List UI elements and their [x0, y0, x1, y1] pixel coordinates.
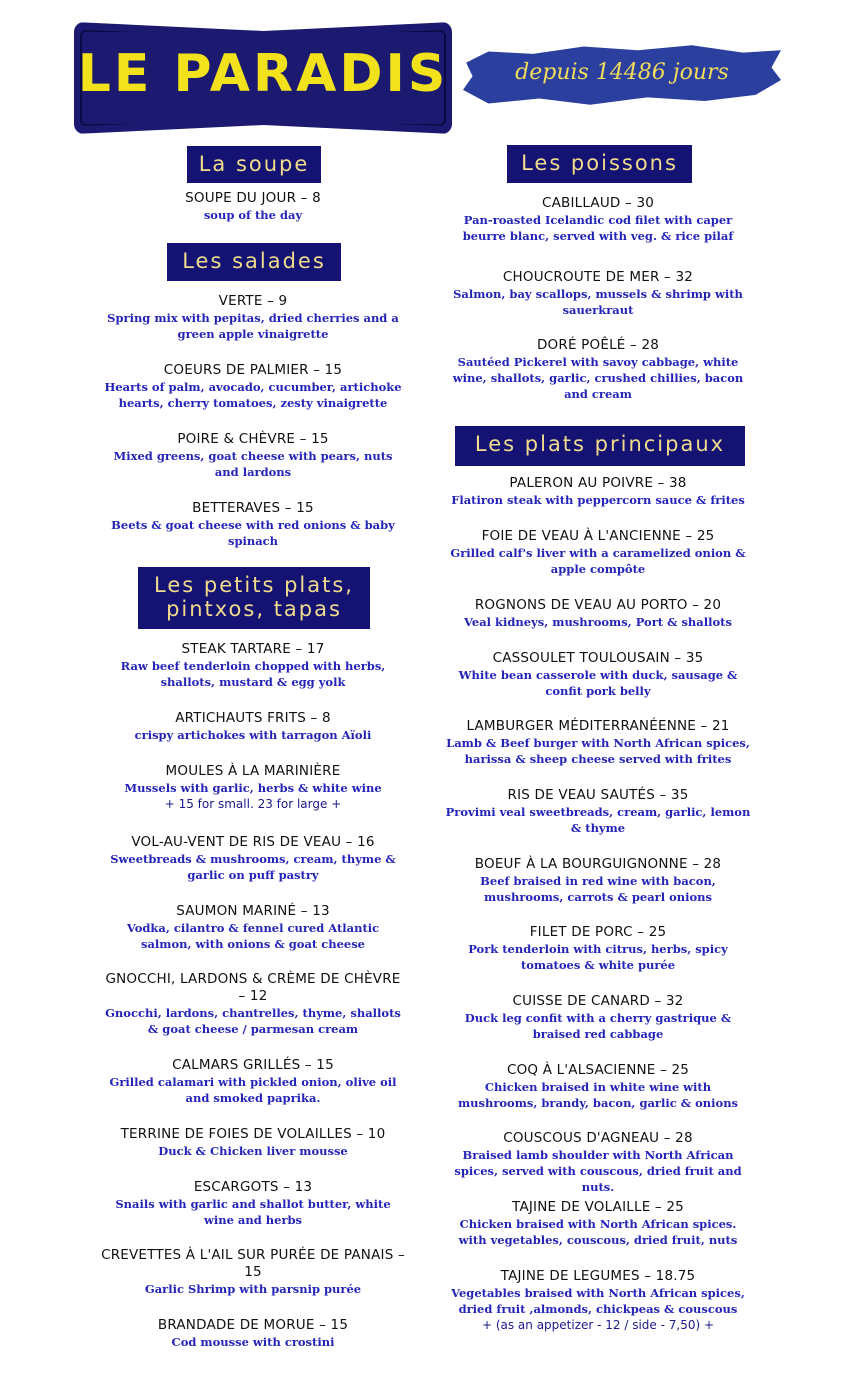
menu-item: [100, 500, 406, 549]
menu-item: [100, 1126, 406, 1159]
item-name: CUISSE DE CANARD – 32: [512, 993, 684, 1009]
menu-item: [100, 431, 406, 480]
item-name: FOIE DE VEAU À L'ANCIENNE – 25: [481, 528, 715, 544]
item-description: Duck & Chicken liver mousse: [158, 1144, 348, 1158]
menu-item: [100, 190, 406, 223]
menu-item: [444, 1062, 752, 1111]
item-name: COEURS DE PALMIER – 15: [163, 362, 343, 378]
item-description: Vegetables braised with North African spices, dried fruit ,almonds, chickpeas & couscous: [451, 1286, 745, 1316]
item-name: PALERON AU POIVRE – 38: [509, 475, 687, 491]
item-description: White bean casserole with duck, sausage & confit pork belly: [458, 668, 738, 698]
menu-item: [444, 1199, 752, 1248]
item-name: ROGNONS DE VEAU AU PORTO – 20: [474, 597, 722, 613]
item-name: CABILLAUD – 30: [541, 195, 655, 211]
item-description: Sautéed Pickerel with savoy cabbage, white wine, shallots, garlic, crushed chillies, bacon and cream: [452, 355, 744, 401]
menu-item: [100, 641, 406, 690]
item-description: Grilled calamari with pickled onion, olive oil and smoked paprika.: [109, 1075, 397, 1105]
menu-item: [444, 337, 752, 402]
item-description: Beef braised in red wine with bacon, mushrooms, carrots & pearl onions: [480, 874, 716, 904]
section-heading-poissons: Les poissons: [507, 145, 692, 183]
menu-item: [444, 195, 752, 244]
item-description: Gnocchi, lardons, chantrelles, thyme, shallots & goat cheese / parmesan cream: [105, 1006, 401, 1036]
menu-item: [444, 475, 752, 508]
item-description: Duck leg confit with a cherry gastrique & braised red cabbage: [464, 1011, 732, 1041]
item-description: Salmon, bay scallops, mussels & shrimp with sauerkraut: [453, 287, 743, 317]
menu-item: [100, 834, 406, 883]
menu-item: [100, 1247, 406, 1297]
section-heading-line: pintxos, tapas: [166, 597, 342, 621]
menu-item: [444, 597, 752, 630]
item-name: ARTICHAUTS FRITS – 8: [175, 710, 331, 726]
menu-item: [444, 1130, 752, 1195]
item-description: crispy artichokes with tarragon Aïoli: [134, 728, 372, 742]
menu-item: [100, 1317, 406, 1350]
section-heading-soupe: La soupe: [187, 146, 321, 183]
item-description: Chicken braised in white wine with mushrooms, brandy, bacon, garlic & onions: [457, 1080, 739, 1110]
restaurant-name: LE PARADIS: [77, 44, 449, 104]
menu-item: [444, 528, 752, 577]
item-name: BETTERAVES – 15: [192, 500, 314, 516]
section-heading-petits-plats: [138, 567, 370, 629]
item-name: LAMBURGER MÉDITERRANÉENNE – 21: [466, 718, 730, 734]
item-name: STEAK TARTARE – 17: [181, 641, 325, 657]
menu-item: [100, 1179, 406, 1228]
item-description: soup of the day: [203, 208, 303, 222]
item-description: Pan-roasted Icelandic cod filet with caper beurre blanc, served with veg. & rice pilaf: [462, 213, 734, 243]
item-name: VERTE – 9: [218, 293, 288, 309]
item-name: TAJINE DE LEGUMES – 18.75: [500, 1268, 696, 1284]
item-name: COQ À L'ALSACIENNE – 25: [506, 1062, 690, 1078]
item-description: Garlic Shrimp with parsnip purée: [144, 1282, 362, 1296]
menu-item: [444, 856, 752, 905]
item-name: SOUPE DU JOUR – 8: [185, 190, 321, 206]
item-name: GNOCCHI, LARDONS & CRÈME DE CHÈVRE – 12: [105, 971, 401, 1004]
menu-item: [100, 362, 406, 411]
item-description: Veal kidneys, mushrooms, Port & shallots: [464, 615, 732, 629]
menu-item: [444, 787, 752, 836]
item-description: Chicken braised with North African spices. with vegetables, couscous, dried fruit, nuts: [458, 1217, 738, 1247]
item-note: + 15 for small. 23 for large +: [164, 797, 342, 811]
item-note: + (as an appetizer - 12 / side - 7,50) +: [481, 1318, 715, 1332]
item-description: Flatiron steak with peppercorn sauce & frites: [451, 493, 745, 507]
item-description: Pork tenderloin with citrus, herbs, spicy tomatoes & white purée: [468, 942, 728, 972]
item-description: Snails with garlic and shallot butter, white wine and herbs: [115, 1197, 391, 1227]
menu-item: [444, 993, 752, 1042]
menu-item: [444, 718, 752, 767]
item-name: BRANDADE DE MORUE – 15: [157, 1317, 349, 1333]
item-name: CALMARS GRILLÉS – 15: [172, 1057, 334, 1073]
item-description: Hearts of palm, avocado, cucumber, artichoke hearts, cherry tomatoes, zesty vinaigrette: [104, 380, 402, 410]
item-description: Grilled calf's liver with a caramelized onion & apple compôte: [450, 546, 746, 576]
item-name: CASSOULET TOULOUSAIN – 35: [492, 650, 704, 666]
item-description: Provimi veal sweetbreads, cream, garlic, lemon & thyme: [445, 805, 751, 835]
item-name: ESCARGOTS – 13: [193, 1179, 313, 1195]
menu-item: [100, 1057, 406, 1106]
item-name: TAJINE DE VOLAILLE – 25: [512, 1199, 684, 1215]
item-description: Raw beef tenderloin chopped with herbs, shallots, mustard & egg yolk: [120, 659, 386, 689]
item-name: VOL-AU-VENT DE RIS DE VEAU – 16: [131, 834, 375, 850]
section-heading-salades: Les salades: [167, 243, 341, 281]
menu-item: [100, 903, 406, 952]
item-name: CREVETTES À L'AIL SUR PURÉE DE PANAIS – 15: [101, 1247, 405, 1280]
tagline: depuis 14486 jours: [515, 60, 729, 85]
menu-item: [444, 924, 752, 973]
item-name: FILET DE PORC – 25: [529, 924, 667, 940]
item-description: Cod mousse with crostini: [171, 1335, 335, 1349]
section-heading-plats-principaux: Les plats principaux: [455, 426, 745, 466]
item-description: Braised lamb shoulder with North African spices, served with couscous, dried fruit and nuts.: [454, 1148, 742, 1194]
section-heading-line: Les petits plats,: [154, 573, 354, 597]
item-description: Vodka, cilantro & fennel cured Atlantic salmon, with onions & goat cheese: [126, 921, 380, 951]
item-description: Mussels with garlic, herbs & white wine: [124, 781, 382, 795]
menu-item: [100, 710, 406, 743]
item-name: DORÉ POÊLÉ – 28: [536, 337, 660, 353]
menu-item: [100, 293, 406, 342]
item-name: TERRINE DE FOIES DE VOLAILLES – 10: [120, 1126, 386, 1142]
item-name: CHOUCROUTE DE MER – 32: [502, 269, 694, 285]
item-name: MOULES À LA MARINIÈRE: [165, 763, 341, 779]
item-description: Spring mix with pepitas, dried cherries and a green apple vinaigrette: [107, 311, 399, 341]
item-name: COUSCOUS D'AGNEAU – 28: [503, 1130, 693, 1146]
item-name: RIS DE VEAU SAUTÉS – 35: [507, 787, 689, 803]
menu-item: [100, 971, 406, 1037]
item-name: POIRE & CHÈVRE – 15: [177, 431, 329, 447]
item-name: SAUMON MARINÉ – 13: [176, 903, 330, 919]
item-description: Beets & goat cheese with red onions & baby spinach: [111, 518, 395, 548]
menu-item: [444, 269, 752, 318]
menu-item: [444, 1268, 752, 1334]
item-description: Lamb & Beef burger with North African spices, harissa & sheep cheese served with frites: [446, 736, 750, 766]
item-description: Mixed greens, goat cheese with pears, nuts and lardons: [113, 449, 393, 479]
menu-item: [444, 650, 752, 699]
item-description: Sweetbreads & mushrooms, cream, thyme & garlic on puff pastry: [110, 852, 396, 882]
item-name: BOEUF À LA BOURGUIGNONNE – 28: [474, 856, 722, 872]
menu-item: [100, 763, 406, 813]
